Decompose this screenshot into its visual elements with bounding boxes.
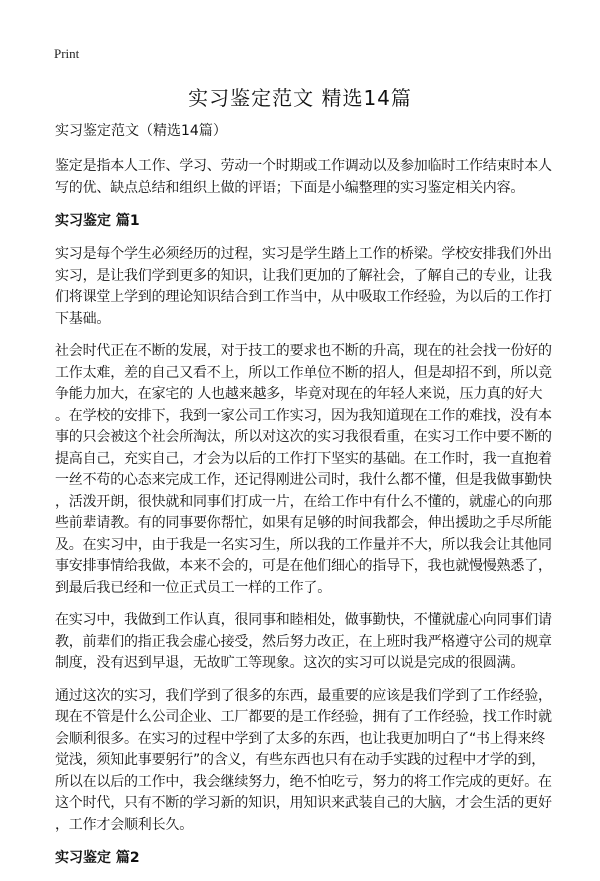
paragraph-line: 制度，没有迟到早退，无故旷工等现象。这次的实习可以说是完成的很圆满。 bbox=[55, 655, 525, 671]
document-blocks bbox=[55, 156, 555, 869]
paragraph bbox=[55, 341, 555, 599]
paragraph-line: 提高自己，充实自己，才会为以后的工作打下坚实的基础。在工作时，我一直抱着 bbox=[55, 450, 552, 467]
paragraph-line: 。在学校的安排下，我到一家公司工作实习，因为我知道现在工作的难找，没有本 bbox=[55, 407, 552, 424]
print-link[interactable]: Print bbox=[54, 46, 80, 61]
paragraph-line: 到最后我已经和一位正式员工一样的工作了。 bbox=[55, 579, 331, 596]
paragraph-line: 下基础。 bbox=[55, 310, 111, 327]
paragraph-line: 教，前辈们的指正我会虚心接受，然后努力改正，在上班时我严格遵守公司的规章 bbox=[55, 633, 552, 650]
section-heading: 实习鉴定 篇1 bbox=[55, 213, 140, 229]
paragraph bbox=[55, 610, 555, 675]
paragraph-line: 所以在以后的工作中，我会继续努力，绝不怕吃亏，努力的将工作完成的更好。在 bbox=[55, 773, 552, 790]
paragraph-line: 在实习中，我做到工作认真，很同事和睦相处，做事勤快，不懂就虚心向同事们请 bbox=[55, 612, 552, 628]
paragraph-line: 些前辈请教。有的同事要你帮忙，如果有足够的时间我都会，伸出援助之手尽所能 bbox=[55, 515, 552, 531]
section-heading: 实习鉴定 篇2 bbox=[55, 850, 140, 866]
paragraph bbox=[55, 686, 555, 837]
paragraph bbox=[55, 244, 555, 330]
paragraph bbox=[55, 156, 555, 199]
page-title: 实习鉴定范文 精选14篇 bbox=[188, 86, 412, 110]
paragraph-line: 们将课堂上学到的理论知识结合到工作当中，从中吸取工作经验，为以后的工作打 bbox=[55, 289, 552, 305]
paragraph-line: 会顺利很多。在实习的过程中学到了太多的东西，也让我更加明白了“书上得来终 bbox=[55, 730, 546, 747]
paragraph-line: 及。在实习中，由于我是一名实习生，所以我的工作量并不大，所以我会让其他同 bbox=[55, 536, 552, 553]
document-body bbox=[55, 120, 555, 881]
paragraph-line: 社会时代正在不断的发展，对于技工的要求也不断的升高，现在的社会找一份好的 bbox=[55, 343, 552, 359]
paragraph-line: 通过这次的实习，我们学到了很多的东西，最重要的应该是我们学到了工作经验， bbox=[55, 687, 552, 704]
document-subtitle: 实习鉴定范文（精选14篇） bbox=[55, 123, 227, 139]
paragraph-line: ，活泼开朗，很快就和同事们打成一片，在给工作中有什么不懂的，就虚心的向那 bbox=[55, 493, 552, 510]
paragraph-line: 鉴定是指本人工作、学习、劳动一个时期或工作调动以及参加临时工作结束时本人 bbox=[55, 158, 552, 174]
paragraph-line: 现在不管是什么公司企业、工厂都要的是工作经验，拥有了工作经验，找工作时就 bbox=[55, 709, 552, 725]
paragraph-line: 事安排事情给我做，本来不会的，可是在他们细心的指导下，我也就慢慢熟悉了， bbox=[55, 558, 552, 574]
paragraph-line: 实习，是让我们学到更多的知识，让我们更加的了解社会，了解自己的专业，让我 bbox=[55, 267, 552, 284]
paragraph-line: 这个时代，只有不断的学习新的知识，用知识来武装自己的大脑，才会生活的更好 bbox=[55, 795, 552, 811]
paragraph-line: 实习是每个学生必须经历的过程，实习是学生踏上工作的桥梁。学校安排我们外出 bbox=[55, 246, 552, 262]
paragraph-line: 争能力加大，在家宅的 人也越来越多，毕竟对现在的年轻人来说，压力真的好大 bbox=[55, 386, 543, 402]
paragraph-line: 写的优、缺点总结和组织上做的评语；下面是小编整理的实习鉴定相关内容。 bbox=[55, 179, 525, 196]
paragraph-line: 工作太难，差的自己又看不上，所以工作单位不断的招人，但是却招不到，所以竞 bbox=[55, 364, 552, 381]
paragraph-line: ，工作才会顺利长久。 bbox=[55, 816, 193, 833]
paragraph-line: 觉浅，须知此事要躬行”的含义，有些东西也只有在动手实践的过程中才学的到， bbox=[55, 752, 546, 768]
paragraph-line: 一丝不苟的心态来完成工作，还记得刚进公司时，我什么都不懂，但是我做事勤快 bbox=[55, 472, 552, 488]
paragraph-line: 事的只会被这个社会所淘汰，所以对这次的实习我很看重，在实习工作中要不断的 bbox=[55, 429, 552, 445]
